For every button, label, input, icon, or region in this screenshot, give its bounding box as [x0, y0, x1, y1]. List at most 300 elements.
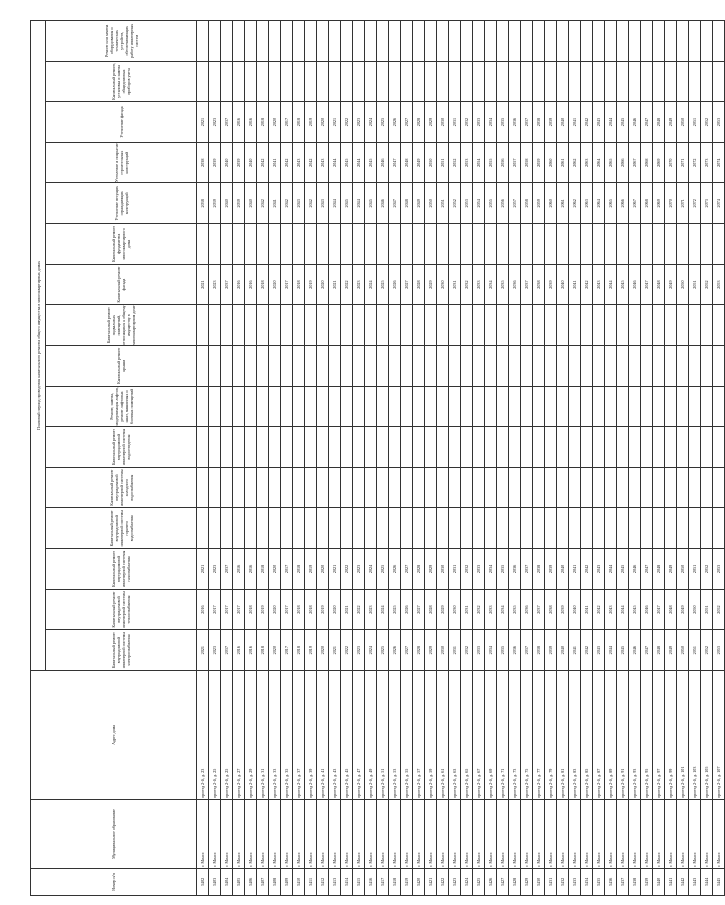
- row-municipality-cell: г. Миасс: [689, 800, 701, 869]
- row-year-cell: 2023: [209, 264, 221, 305]
- row-year-cell: [641, 346, 653, 387]
- row-address-cell: проезд 2-й, д. 73: [509, 671, 521, 800]
- row-year-cell: [281, 346, 293, 387]
- row-address-cell: проезд 2-й, д. 29: [245, 671, 257, 800]
- row-municipality-cell: г. Миасс: [581, 800, 593, 869]
- row-year-cell: [617, 346, 629, 387]
- row-year-cell: 2050: [677, 549, 689, 590]
- row-year-cell: 2045: [341, 142, 353, 183]
- table-row: [521, 21, 533, 896]
- row-year-cell: 2054: [473, 183, 485, 224]
- row-year-cell: [569, 467, 581, 508]
- row-address-cell: проезд 2-й, д. 23: [197, 671, 209, 800]
- row-year-cell: [461, 346, 473, 387]
- row-year-cell: [641, 305, 653, 346]
- row-year-cell: 2020: [269, 264, 281, 305]
- row-year-cell: 2023: [353, 102, 365, 143]
- row-year-cell: [677, 427, 689, 468]
- row-year-cell: 2053: [713, 549, 725, 590]
- row-year-cell: 2034: [497, 589, 509, 630]
- table-row: [713, 21, 725, 896]
- row-year-cell: 2039: [233, 142, 245, 183]
- row-year-cell: [617, 224, 629, 265]
- row-year-cell: [245, 427, 257, 468]
- header-column-10: Капитальный ремонт фундамента многоквартирного дома: [46, 224, 197, 265]
- row-year-cell: [677, 386, 689, 427]
- table-row: [641, 21, 653, 896]
- row-year-cell: [341, 224, 353, 265]
- row-year-cell: 2053: [713, 264, 725, 305]
- row-year-cell: 2066: [617, 142, 629, 183]
- row-year-cell: 2041: [569, 549, 581, 590]
- row-year-cell: 2050: [425, 183, 437, 224]
- row-year-cell: 2042: [593, 589, 605, 630]
- table-row: [449, 21, 461, 896]
- row-year-cell: 2038: [533, 630, 545, 671]
- row-year-cell: [401, 305, 413, 346]
- table-row: [581, 21, 593, 896]
- row-year-cell: [497, 386, 509, 427]
- row-year-cell: 2028: [413, 264, 425, 305]
- row-year-cell: [377, 508, 389, 549]
- row-year-cell: 2017: [281, 264, 293, 305]
- row-year-cell: 2042: [281, 183, 293, 224]
- row-year-cell: 2058: [521, 183, 533, 224]
- row-year-cell: [401, 508, 413, 549]
- row-year-cell: [401, 346, 413, 387]
- row-year-cell: 2020: [269, 549, 281, 590]
- row-year-cell: [353, 346, 365, 387]
- table-row: [533, 21, 545, 896]
- row-year-cell: [605, 224, 617, 265]
- row-year-cell: 2033: [473, 264, 485, 305]
- row-year-cell: 2030: [437, 630, 449, 671]
- row-year-cell: 2019: [305, 549, 317, 590]
- row-address-cell: проезд 2-й, д. 83: [569, 671, 581, 800]
- row-number-cell: 3443: [689, 869, 701, 896]
- table-row: [557, 21, 569, 896]
- row-municipality-cell: г. Миасс: [545, 800, 557, 869]
- row-year-cell: 2036: [521, 589, 533, 630]
- row-year-cell: [305, 508, 317, 549]
- row-address-cell: проезд 2-й, д. 79: [545, 671, 557, 800]
- row-year-cell: [713, 305, 725, 346]
- row-municipality-cell: г. Миасс: [653, 800, 665, 869]
- row-year-cell: [533, 386, 545, 427]
- row-year-cell: [665, 508, 677, 549]
- row-year-cell: 2061: [557, 183, 569, 224]
- row-year-cell: [521, 346, 533, 387]
- row-year-cell: [365, 508, 377, 549]
- row-year-cell: [389, 508, 401, 549]
- row-year-cell: 2042: [257, 142, 269, 183]
- row-year-cell: 2025: [377, 264, 389, 305]
- row-number-cell: 3411: [305, 869, 317, 896]
- row-year-cell: [353, 61, 365, 102]
- row-year-cell: [569, 305, 581, 346]
- row-year-cell: 2040: [221, 142, 233, 183]
- row-year-cell: [317, 386, 329, 427]
- row-number-cell: 3419: [401, 869, 413, 896]
- row-year-cell: 2021: [197, 102, 209, 143]
- row-address-cell: проезд 2-й, д. 65: [461, 671, 473, 800]
- row-year-cell: [593, 427, 605, 468]
- row-year-cell: 2044: [329, 183, 341, 224]
- row-municipality-cell: г. Миасс: [365, 800, 377, 869]
- row-number-cell: 3431: [545, 869, 557, 896]
- row-year-cell: [257, 508, 269, 549]
- row-year-cell: 2042: [581, 102, 593, 143]
- row-year-cell: 2044: [353, 142, 365, 183]
- row-year-cell: [317, 224, 329, 265]
- row-year-cell: [197, 346, 209, 387]
- row-year-cell: 2045: [617, 549, 629, 590]
- row-year-cell: [653, 467, 665, 508]
- row-year-cell: [425, 386, 437, 427]
- row-year-cell: [521, 427, 533, 468]
- row-year-cell: 2030: [437, 102, 449, 143]
- row-year-cell: 2018: [257, 549, 269, 590]
- row-year-cell: 2053: [461, 142, 473, 183]
- row-year-cell: [449, 305, 461, 346]
- row-year-cell: 2041: [569, 102, 581, 143]
- row-year-cell: 2042: [305, 142, 317, 183]
- row-year-cell: [461, 427, 473, 468]
- row-year-cell: 2056: [497, 183, 509, 224]
- row-year-cell: [269, 427, 281, 468]
- row-year-cell: [197, 427, 209, 468]
- row-year-cell: 2018: [293, 102, 305, 143]
- row-year-cell: [557, 427, 569, 468]
- header-column-8: Капитальный ремонт подвальных помещений, относящихся к общему имуществу в многоквартирном доме: [46, 305, 197, 346]
- row-address-cell: проезд 2-й, д. 31: [257, 671, 269, 800]
- row-year-cell: 2070: [665, 183, 677, 224]
- row-year-cell: [605, 386, 617, 427]
- row-number-cell: 3425: [473, 869, 485, 896]
- row-address-cell: проезд 2-й, д. 33: [269, 671, 281, 800]
- row-year-cell: [281, 427, 293, 468]
- row-year-cell: 2023: [353, 264, 365, 305]
- row-year-cell: [425, 224, 437, 265]
- row-year-cell: [269, 386, 281, 427]
- row-year-cell: 2021: [329, 102, 341, 143]
- row-year-cell: [389, 386, 401, 427]
- row-year-cell: 2043: [293, 142, 305, 183]
- row-year-cell: [341, 346, 353, 387]
- row-year-cell: [545, 386, 557, 427]
- row-year-cell: [689, 427, 701, 468]
- row-year-cell: [461, 508, 473, 549]
- row-year-cell: [557, 508, 569, 549]
- row-address-cell: проезд 2-й, д. 91: [617, 671, 629, 800]
- repair-schedule-table: [30, 20, 725, 896]
- row-year-cell: [281, 305, 293, 346]
- row-year-cell: 2044: [617, 589, 629, 630]
- row-year-cell: [581, 467, 593, 508]
- row-year-cell: [389, 21, 401, 62]
- row-year-cell: 2060: [545, 183, 557, 224]
- row-year-cell: 2022: [341, 549, 353, 590]
- row-year-cell: 2021: [197, 630, 209, 671]
- row-number-cell: 3435: [593, 869, 605, 896]
- row-year-cell: 2038: [533, 264, 545, 305]
- row-year-cell: 2016: [245, 549, 257, 590]
- row-year-cell: [401, 386, 413, 427]
- row-year-cell: [497, 21, 509, 62]
- row-year-cell: 2038: [533, 102, 545, 143]
- row-year-cell: [701, 427, 713, 468]
- row-year-cell: [377, 61, 389, 102]
- row-year-cell: 2047: [641, 549, 653, 590]
- row-year-cell: 2051: [689, 630, 701, 671]
- row-year-cell: [233, 508, 245, 549]
- row-year-cell: [653, 386, 665, 427]
- row-year-cell: [485, 224, 497, 265]
- row-year-cell: [533, 467, 545, 508]
- row-year-cell: 2032: [461, 264, 473, 305]
- row-year-cell: 2042: [281, 142, 293, 183]
- row-year-cell: [605, 346, 617, 387]
- row-year-cell: [701, 305, 713, 346]
- row-year-cell: [437, 467, 449, 508]
- row-year-cell: [713, 224, 725, 265]
- header-address: Адрес дома: [31, 671, 197, 800]
- table-row: [437, 21, 449, 896]
- row-year-cell: [641, 386, 653, 427]
- row-year-cell: 2046: [629, 102, 641, 143]
- row-year-cell: 2016: [233, 630, 245, 671]
- row-year-cell: [221, 21, 233, 62]
- row-year-cell: [485, 386, 497, 427]
- header-column-6: Ремонт, замена, модернизация лифтов, ремонт лифтовых шахт, машинных и блочных помещений: [46, 386, 197, 427]
- row-number-cell: 3438: [629, 869, 641, 896]
- row-year-cell: [197, 508, 209, 549]
- row-year-cell: [389, 427, 401, 468]
- row-year-cell: 2024: [365, 264, 377, 305]
- row-year-cell: 2054: [473, 142, 485, 183]
- row-municipality-cell: г. Миасс: [401, 800, 413, 869]
- row-year-cell: [653, 224, 665, 265]
- row-year-cell: [473, 467, 485, 508]
- row-year-cell: 2062: [569, 183, 581, 224]
- row-municipality-cell: г. Миасс: [245, 800, 257, 869]
- row-year-cell: 2029: [437, 589, 449, 630]
- row-year-cell: 2048: [665, 589, 677, 630]
- row-year-cell: [257, 305, 269, 346]
- row-year-cell: [629, 427, 641, 468]
- row-year-cell: 2044: [353, 183, 365, 224]
- row-municipality-cell: г. Миасс: [557, 800, 569, 869]
- row-year-cell: [389, 346, 401, 387]
- row-year-cell: [377, 305, 389, 346]
- row-year-cell: [533, 21, 545, 62]
- row-year-cell: [257, 386, 269, 427]
- row-address-cell: проезд 2-й, д. 101: [677, 671, 689, 800]
- row-year-cell: 2046: [377, 142, 389, 183]
- row-year-cell: [221, 305, 233, 346]
- row-year-cell: [437, 21, 449, 62]
- row-year-cell: [365, 61, 377, 102]
- row-municipality-cell: г. Миасс: [317, 800, 329, 869]
- row-year-cell: [581, 61, 593, 102]
- row-year-cell: 2031: [449, 102, 461, 143]
- table-row: [485, 21, 497, 896]
- row-year-cell: [509, 467, 521, 508]
- row-year-cell: 2023: [353, 549, 365, 590]
- row-year-cell: 2039: [557, 589, 569, 630]
- row-year-cell: 2017: [281, 102, 293, 143]
- row-year-cell: [569, 346, 581, 387]
- row-year-cell: 2026: [389, 549, 401, 590]
- row-year-cell: [269, 305, 281, 346]
- row-year-cell: 2072: [689, 142, 701, 183]
- row-year-cell: [617, 386, 629, 427]
- row-year-cell: 2046: [641, 589, 653, 630]
- row-year-cell: [509, 427, 521, 468]
- row-year-cell: [437, 386, 449, 427]
- row-year-cell: [665, 467, 677, 508]
- row-year-cell: 2027: [413, 589, 425, 630]
- row-year-cell: [233, 305, 245, 346]
- row-year-cell: [557, 61, 569, 102]
- row-year-cell: [665, 224, 677, 265]
- row-year-cell: [281, 467, 293, 508]
- row-year-cell: 2026: [389, 264, 401, 305]
- row-year-cell: 2022: [341, 264, 353, 305]
- row-year-cell: [665, 386, 677, 427]
- row-number-cell: 3414: [341, 869, 353, 896]
- row-year-cell: [449, 346, 461, 387]
- row-municipality-cell: г. Миасс: [497, 800, 509, 869]
- row-year-cell: [473, 61, 485, 102]
- row-address-cell: проезд 2-й, д. 25: [209, 671, 221, 800]
- row-year-cell: 2033: [473, 102, 485, 143]
- row-year-cell: [233, 386, 245, 427]
- row-year-cell: [545, 427, 557, 468]
- table-row: [413, 21, 425, 896]
- row-year-cell: 2041: [581, 589, 593, 630]
- row-year-cell: 2056: [497, 142, 509, 183]
- row-number-cell: 3433: [569, 869, 581, 896]
- row-year-cell: [485, 21, 497, 62]
- row-year-cell: [533, 305, 545, 346]
- row-year-cell: [197, 467, 209, 508]
- row-address-cell: проезд 2-й, д. 55: [401, 671, 413, 800]
- row-year-cell: [317, 305, 329, 346]
- row-year-cell: [461, 467, 473, 508]
- table-row: [605, 21, 617, 896]
- row-year-cell: 2037: [521, 102, 533, 143]
- header-column-11: Утепление несущих ограждающих конструкций: [46, 183, 197, 224]
- row-year-cell: 2074: [713, 183, 725, 224]
- row-year-cell: [461, 305, 473, 346]
- row-year-cell: [485, 467, 497, 508]
- row-year-cell: [221, 346, 233, 387]
- row-year-cell: [377, 467, 389, 508]
- row-year-cell: 2052: [713, 589, 725, 630]
- row-year-cell: [197, 386, 209, 427]
- row-year-cell: 2052: [701, 630, 713, 671]
- row-year-cell: 2040: [557, 102, 569, 143]
- row-year-cell: 2064: [593, 183, 605, 224]
- row-municipality-cell: г. Миасс: [449, 800, 461, 869]
- row-year-cell: [617, 467, 629, 508]
- row-year-cell: [353, 386, 365, 427]
- row-year-cell: 2049: [665, 630, 677, 671]
- row-year-cell: [329, 427, 341, 468]
- row-year-cell: 2016: [245, 102, 257, 143]
- row-year-cell: [365, 305, 377, 346]
- row-year-cell: 2020: [329, 589, 341, 630]
- row-number-cell: 3420: [413, 869, 425, 896]
- row-municipality-cell: г. Миасс: [197, 800, 209, 869]
- row-year-cell: [329, 346, 341, 387]
- row-year-cell: [689, 61, 701, 102]
- row-year-cell: [293, 386, 305, 427]
- row-year-cell: 2051: [689, 549, 701, 590]
- row-year-cell: 2055: [485, 183, 497, 224]
- row-municipality-cell: г. Миасс: [641, 800, 653, 869]
- row-year-cell: [677, 467, 689, 508]
- row-year-cell: [605, 305, 617, 346]
- row-year-cell: [701, 346, 713, 387]
- row-year-cell: 2018: [293, 630, 305, 671]
- row-year-cell: 2066: [617, 183, 629, 224]
- row-year-cell: [545, 508, 557, 549]
- row-year-cell: [257, 224, 269, 265]
- row-year-cell: [509, 61, 521, 102]
- row-year-cell: 2033: [485, 589, 497, 630]
- row-year-cell: 2059: [533, 183, 545, 224]
- row-year-cell: [269, 467, 281, 508]
- row-year-cell: 2051: [437, 183, 449, 224]
- row-municipality-cell: г. Миасс: [293, 800, 305, 869]
- row-year-cell: 2019: [305, 264, 317, 305]
- row-year-cell: [533, 61, 545, 102]
- row-year-cell: 2038: [197, 142, 209, 183]
- row-year-cell: [713, 508, 725, 549]
- row-year-cell: 2016: [245, 264, 257, 305]
- row-year-cell: [521, 305, 533, 346]
- row-year-cell: 2048: [653, 102, 665, 143]
- row-year-cell: 2045: [365, 142, 377, 183]
- row-year-cell: [413, 467, 425, 508]
- row-year-cell: 2028: [413, 630, 425, 671]
- row-year-cell: [545, 305, 557, 346]
- row-number-cell: 3442: [677, 869, 689, 896]
- row-year-cell: [593, 508, 605, 549]
- table-row: [461, 21, 473, 896]
- row-year-cell: 2027: [401, 264, 413, 305]
- row-number-cell: 3437: [617, 869, 629, 896]
- row-address-cell: проезд 2-й, д. 93: [629, 671, 641, 800]
- row-year-cell: 2065: [605, 142, 617, 183]
- row-year-cell: 2036: [509, 102, 521, 143]
- row-number-cell: 3428: [509, 869, 521, 896]
- row-municipality-cell: г. Миасс: [665, 800, 677, 869]
- row-year-cell: [197, 224, 209, 265]
- row-year-cell: 2017: [221, 589, 233, 630]
- row-year-cell: [485, 305, 497, 346]
- row-year-cell: [581, 305, 593, 346]
- row-year-cell: 2073: [701, 183, 713, 224]
- row-year-cell: [365, 224, 377, 265]
- row-municipality-cell: г. Миасс: [629, 800, 641, 869]
- row-municipality-cell: г. Миасс: [257, 800, 269, 869]
- row-year-cell: [605, 508, 617, 549]
- row-year-cell: [713, 386, 725, 427]
- table-canvas: [30, 20, 721, 896]
